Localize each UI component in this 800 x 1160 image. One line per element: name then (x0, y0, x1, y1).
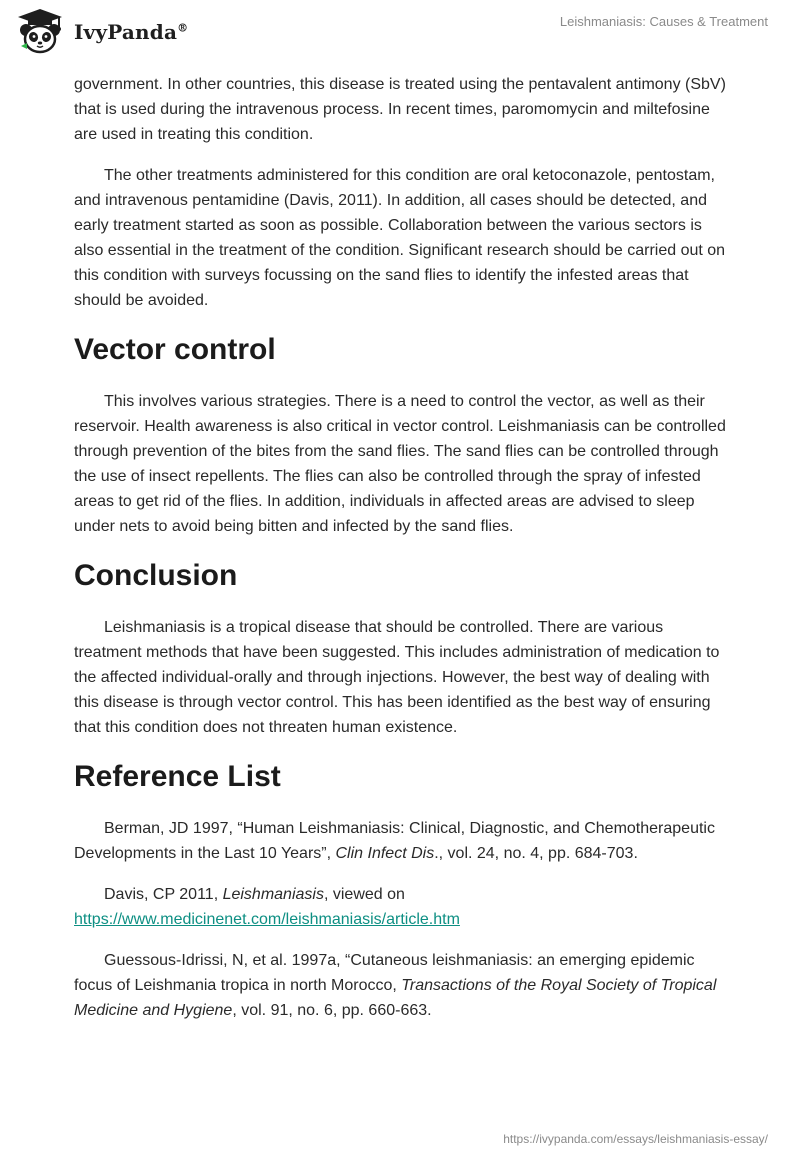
footer-source-url[interactable]: https://ivypanda.com/essays/leishmaniasis-essay/ (503, 1132, 768, 1146)
intro-paragraph: government. In other countries, this disease is treated using the pentavalent antimony (SbV) that is used during the intravenous process. In recent times, paromomycin and miltefosine are used in treating this condition. (74, 76, 726, 143)
page-header (0, 0, 800, 70)
section-heading-reference-list: Reference List (74, 760, 281, 793)
section-heading-vector-control: Vector control (74, 333, 276, 366)
section-heading-conclusion: Conclusion (74, 559, 238, 592)
article-body (74, 72, 734, 1039)
vector-control-paragraph: This involves various strategies. There is a need to control the vector, as well as their reservoir. Health awareness is also critical in vector control. Leishmaniasis can be controlled through prevention of the bites from the sand flies. The sand flies can be controlled through the use of insect repellents. The flies can also be controlled through the spray of infested areas to get rid of the flies. In addition, individuals in affected areas are advised to sleep under nets to avoid being bitten and infected by the sand flies. (74, 393, 726, 535)
reference-item: Guessous-Idrissi, N, et al. 1997a, “Cutaneous leishmaniasis: an emerging epidemic focus of Leishmania tropica in north Morocco, Transactions of the Royal Society of Tropical Medicine and Hygiene, vol. 91, no. 6, pp. 660-663. (74, 952, 717, 1019)
conclusion-paragraph: Leishmaniasis is a tropical disease that should be controlled. There are various treatment methods that have been suggested. This includes administration of medication to the affected individual-orally and through injections. However, the best way of dealing with this disease is through vector control. This has been identified as the best way of ensuring that this condition does not threaten human existence. (74, 619, 720, 736)
logo-text: IvyPanda® (74, 20, 189, 44)
treatment-paragraph: The other treatments administered for this condition are oral ketoconazole, pentostam, and intravenous pentamidine (Davis, 2011). In addition, all cases should be detected, and early treatment started as soon as possible. Collaboration between the various sectors is also essential in the treatment of the condition. Significant research should be carried out on this condition with surveys focussing on the sand flies to identify the infested areas that should be avoided. (74, 167, 726, 309)
reference-item: Davis, CP 2011, Leishmaniasis, viewed on https://www.medicinenet.com/leishmaniasis/article.htm (74, 886, 460, 928)
panda-graduate-icon (14, 6, 66, 58)
reference-item: Berman, JD 1997, “Human Leishmaniasis: Clinical, Diagnostic, and Chemotherapeutic Developments in the Last 10 Years”, Clin Infect Dis., vol. 24, no. 4, pp. 684-703. (74, 820, 715, 862)
reference-link[interactable]: https://www.medicinenet.com/leishmaniasis/article.htm (74, 911, 460, 928)
document-title: Leishmaniasis: Causes & Treatment (559, 14, 768, 29)
ivypanda-logo[interactable] (14, 6, 188, 58)
